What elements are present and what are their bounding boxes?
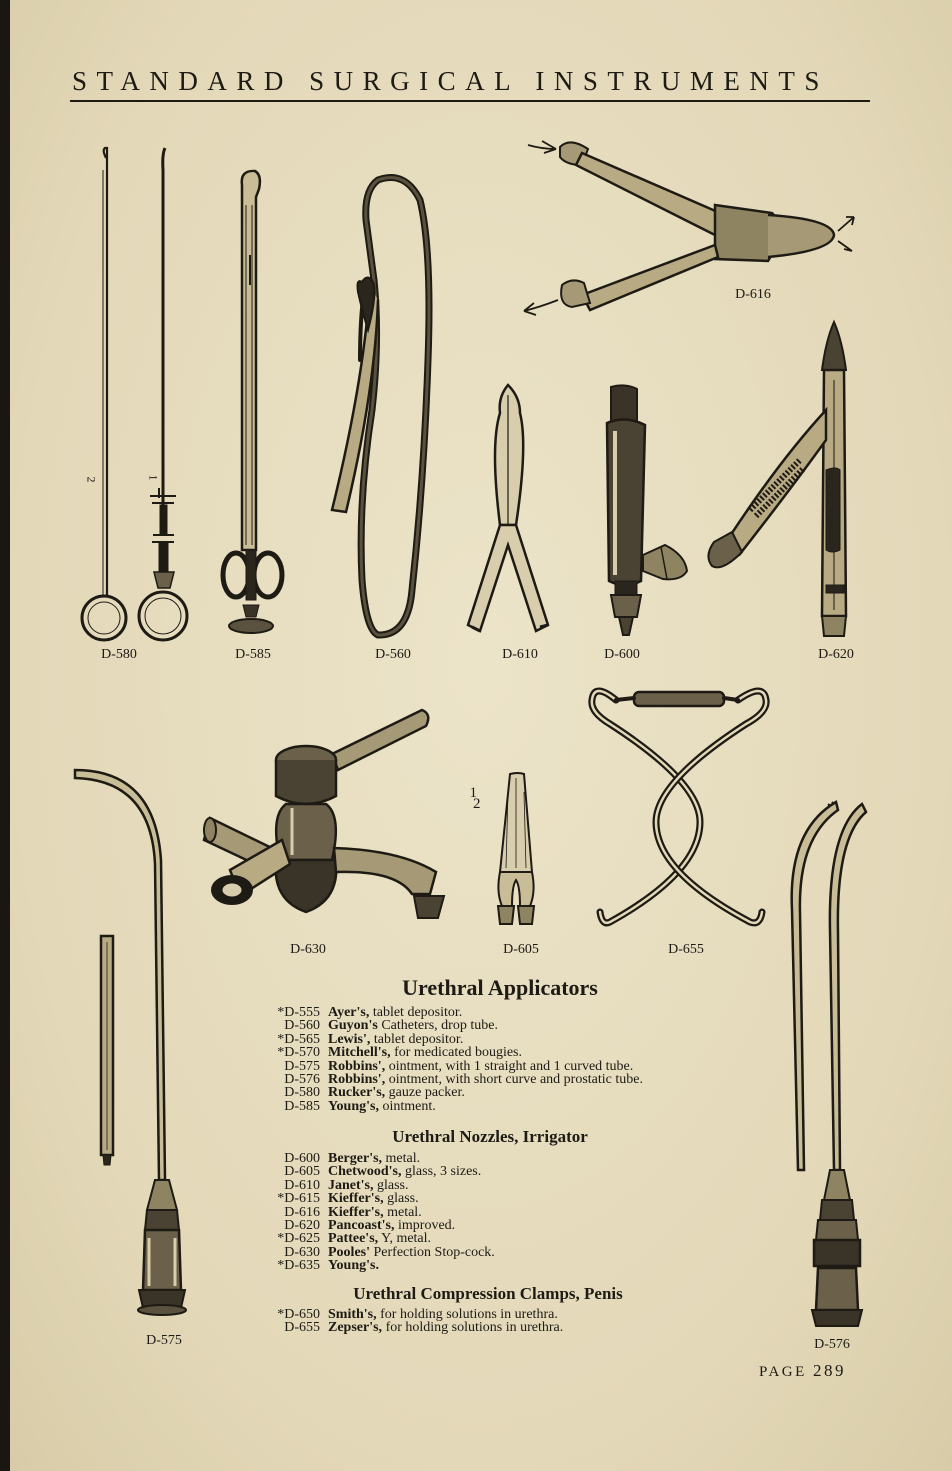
section-title-urethral-nozzles: Urethral Nozzles, Irrigator — [392, 1127, 588, 1146]
item-code: D-576 — [284, 1072, 320, 1088]
item-description: ointment, with 1 straight and 1 curved tube. — [385, 1058, 634, 1074]
catalog-page — [10, 0, 952, 1471]
list-item — [262, 1179, 495, 1192]
item-description: glass. — [383, 1191, 419, 1207]
item-description: tablet depositor. — [370, 1031, 464, 1047]
list-item — [262, 1046, 643, 1059]
page-number-value: 289 — [813, 1361, 847, 1380]
list-item — [262, 1219, 495, 1232]
d630-label: D-630 — [290, 942, 326, 957]
item-description: for holding solutions in urethra. — [376, 1307, 558, 1322]
list-item — [262, 1060, 643, 1073]
d605-instrument-illustration — [488, 772, 548, 942]
item-name: Janet's, — [328, 1177, 374, 1193]
d605-label: D-605 — [503, 942, 539, 957]
list-item — [262, 1033, 643, 1046]
page-title: STANDARD SURGICAL INSTRUMENTS — [72, 66, 829, 96]
d560-label: D-560 — [375, 647, 411, 662]
d620-label: D-620 — [818, 647, 854, 662]
list-item — [262, 1006, 643, 1019]
item-name: Smith's, — [328, 1307, 377, 1322]
section-title-urethral-applicators: Urethral Applicators — [402, 975, 598, 1000]
item-code: D-605 — [284, 1164, 320, 1180]
d580-ring-mark-1: 1 — [146, 474, 161, 481]
item-name: Kieffer's, — [328, 1191, 384, 1207]
d560-instrument-illustration — [320, 160, 445, 645]
item-code: *D-570 — [277, 1045, 320, 1061]
list-compression-clamps — [262, 1308, 563, 1335]
item-description: Perfection Stop-cock. — [370, 1244, 495, 1260]
item-name: Young's. — [328, 1258, 379, 1274]
list-item — [262, 1073, 643, 1086]
item-description: glass. — [373, 1177, 409, 1193]
item-code: D-575 — [284, 1058, 320, 1074]
d616-label: D-616 — [735, 287, 771, 302]
list-item — [262, 1086, 643, 1099]
d605-fraction — [466, 785, 481, 812]
item-code: D-600 — [284, 1151, 320, 1166]
d585-label: D-585 — [235, 647, 271, 662]
item-name: Berger's, — [328, 1151, 383, 1166]
item-code: *D-615 — [277, 1191, 320, 1207]
list-item — [262, 1192, 495, 1205]
d575-instrument-illustration — [65, 760, 205, 1330]
list-item — [262, 1259, 495, 1272]
item-code: D-560 — [284, 1018, 320, 1034]
d610-instrument-illustration — [460, 385, 540, 640]
item-code: D-610 — [284, 1177, 320, 1193]
item-name: Ayer's, — [328, 1005, 370, 1020]
d620-instrument-illustration — [700, 320, 860, 640]
list-item — [262, 1206, 495, 1219]
item-name: Lewis', — [328, 1031, 371, 1047]
item-name: Pancoast's, — [328, 1218, 395, 1234]
item-name: Mitchell's, — [328, 1045, 391, 1061]
d610-label: D-610 — [502, 647, 538, 662]
item-name: Zepser's, — [328, 1320, 383, 1336]
item-code: *D-625 — [277, 1231, 320, 1247]
item-name: Guyon's — [328, 1018, 378, 1034]
item-description: glass, 3 sizes. — [401, 1164, 482, 1180]
d655-instrument-illustration — [580, 672, 780, 932]
d580-label: D-580 — [101, 647, 137, 662]
item-description: for holding solutions in urethra. — [382, 1320, 564, 1336]
d655-label: D-655 — [668, 942, 704, 957]
item-description: improved. — [394, 1218, 456, 1234]
item-name: Pooles' — [328, 1244, 370, 1260]
page-header — [70, 64, 870, 102]
list-item — [262, 1152, 495, 1165]
item-description: for medicated bougies. — [390, 1045, 523, 1061]
item-code: D-580 — [284, 1085, 320, 1101]
item-name: Robbins', — [328, 1058, 386, 1074]
list-item — [262, 1321, 563, 1334]
d600-instrument-illustration — [585, 385, 695, 645]
page-word: PAGE — [759, 1364, 807, 1380]
item-code: D-630 — [284, 1244, 320, 1260]
item-description: metal. — [383, 1204, 422, 1220]
item-description: ointment. — [378, 1098, 436, 1114]
item-code: D-616 — [284, 1204, 320, 1220]
item-code: *D-635 — [277, 1258, 320, 1274]
item-name: Chetwood's, — [328, 1164, 402, 1180]
d600-label: D-600 — [604, 647, 640, 662]
item-description: tablet depositor. — [369, 1005, 463, 1020]
item-name: Young's, — [328, 1098, 379, 1114]
section-title-compression-clamps: Urethral Compression Clamps, Penis — [353, 1284, 623, 1303]
d605-fraction-denominator: 2 — [473, 796, 481, 812]
item-code: D-655 — [284, 1320, 320, 1336]
d630-instrument-illustration — [200, 700, 460, 940]
list-urethral-nozzles — [262, 1152, 495, 1273]
d576-label: D-576 — [814, 1337, 850, 1352]
page-number — [759, 1361, 846, 1381]
item-name: Pattee's, — [328, 1231, 379, 1247]
item-description: Catheters, drop tube. — [377, 1018, 498, 1034]
item-code: *D-650 — [277, 1307, 320, 1322]
list-item — [262, 1308, 563, 1321]
d616-instrument-illustration — [510, 135, 870, 325]
list-item — [262, 1165, 495, 1178]
d580-ring-mark-2: 2 — [84, 476, 99, 483]
list-urethral-applicators — [262, 1006, 643, 1113]
d576-instrument-illustration — [778, 790, 878, 1340]
item-name: Rucker's, — [328, 1085, 386, 1101]
d575-label: D-575 — [146, 1333, 182, 1348]
d585-instrument-illustration — [210, 165, 290, 635]
d605-fraction-numerator: 1 — [469, 785, 477, 801]
item-description: metal. — [382, 1151, 421, 1166]
list-item — [262, 1100, 643, 1113]
item-description: Y, metal. — [378, 1231, 432, 1247]
list-item — [262, 1246, 495, 1259]
list-item — [262, 1232, 495, 1245]
item-name: Kieffer's, — [328, 1204, 384, 1220]
list-item — [262, 1019, 643, 1032]
item-code: D-620 — [284, 1218, 320, 1234]
item-code: *D-555 — [277, 1005, 320, 1020]
item-description: gauze packer. — [385, 1085, 465, 1101]
item-description: ointment, with short curve and prostatic tube. — [385, 1072, 643, 1088]
item-code: *D-565 — [277, 1031, 320, 1047]
item-name: Robbins', — [328, 1072, 386, 1088]
d580-instrument-illustration — [80, 140, 200, 650]
item-code: D-585 — [284, 1098, 320, 1114]
